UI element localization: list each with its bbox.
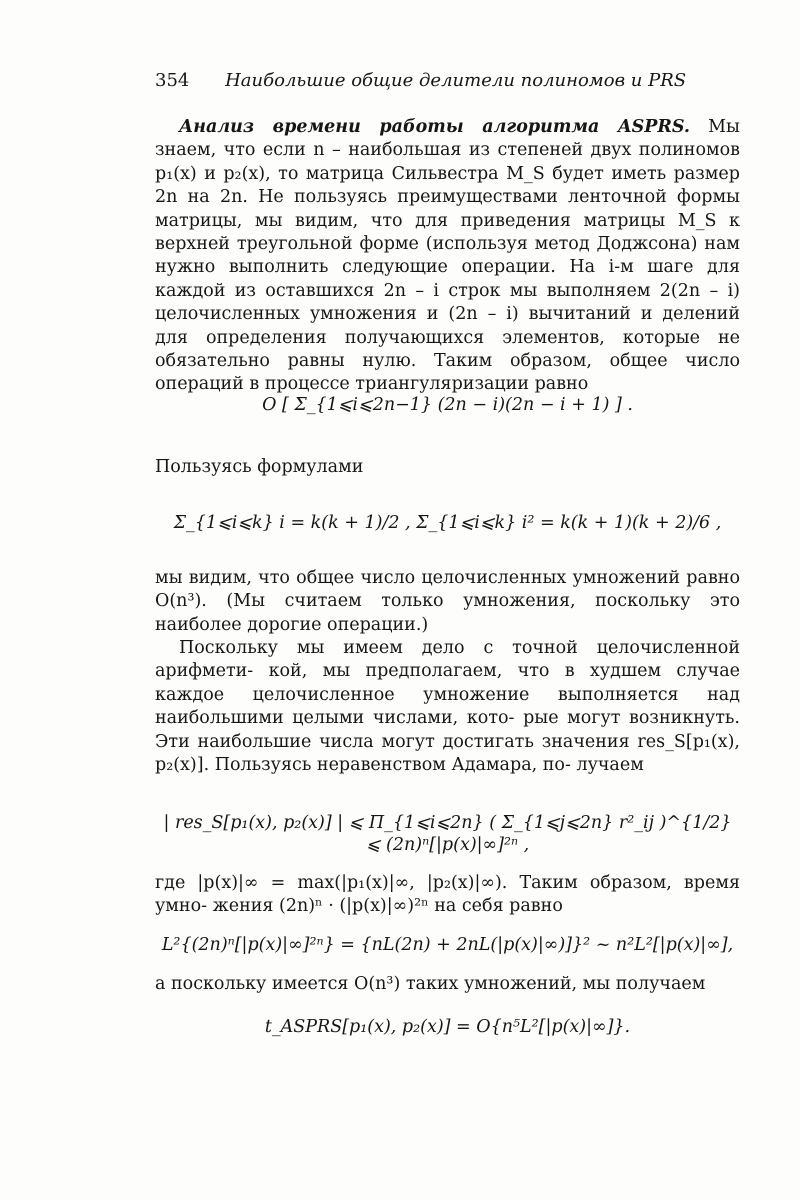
- paragraph-line: дорогие операции.): [247, 614, 429, 635]
- paragraph-using-formulas: Пользуясь формулами: [155, 457, 364, 477]
- paragraph-line: пользуясь преимуществами ленточной формы матрицы, мы видим,: [155, 187, 740, 231]
- paragraph-line: кой, мы предполагаем, что в худшем случае каждое целочисленное: [155, 661, 740, 705]
- paragraph-line: O(n³). (Мы считаем только умножения, поскольку это наиболее: [155, 591, 740, 635]
- formula-summation-identities: Σ_{1⩽i⩽k} i = k(k + 1)/2 , Σ_{1⩽i⩽k} i² = k(k + 1)(k + 2)/6 ,: [173, 513, 722, 533]
- paragraph-line: жения (2n)ⁿ · (|p(x)|∞)²ⁿ на себя равно: [212, 896, 563, 917]
- paragraph-line: значения res_S[p₁(x), p₂(x)]. Пользуясь неравенством Адамара, по-: [155, 731, 740, 776]
- paragraph-line: умножение выполняется над наибольшими целыми числами, кото-: [155, 684, 740, 729]
- page-number: 354: [155, 70, 190, 91]
- paragraph-exact-arithmetic: [155, 637, 740, 777]
- running-title: Наибольшие общие делители полиномов и PRS: [225, 70, 687, 91]
- paragraph-multiplication-time: [155, 872, 740, 919]
- paragraph-line: Поскольку мы имеем дело с точной целочисленной арифмети-: [155, 638, 740, 682]
- paragraph-line: операции. На i-м шаге для каждой из оставшихся 2n – i строк мы: [155, 257, 740, 301]
- paragraph-line: мы видим, что общее число целочисленных умножений равно: [155, 568, 740, 588]
- formula-operations-sum: O [ Σ_{1⩽i⩽2n−1} (2n − i)(2n − i + 1) ] .: [262, 395, 633, 415]
- paragraph-conclusion: а поскольку имеется O(n³) таких умножений, мы получаем: [155, 974, 706, 994]
- paragraph-line: Мы знаем, что: [155, 117, 740, 161]
- paragraph-line: где |p(x)|∞ = max(|p₁(x)|∞, |p₂(x)|∞). Таким образом, время умно-: [155, 873, 740, 917]
- paragraph-line: лучаем: [576, 755, 644, 776]
- paragraph-line: если n – наибольшая из степеней двух полиномов p₁(x) и p₂(x),: [155, 140, 740, 184]
- paragraph-line: (используя метод Доджсона) нам нужно выполнить следующие: [155, 234, 740, 278]
- paragraph-line: в процессе триангуляризации равно: [249, 374, 589, 395]
- page-header: [155, 68, 755, 94]
- paragraph-multiplications: [155, 567, 740, 637]
- paragraph-line: что для приведения матрицы M_S к верхней треугольной форме: [155, 210, 740, 255]
- paragraph-line: то матрица Сильвестра M_S будет иметь размер 2n на 2n. Не: [155, 163, 740, 208]
- formula-length-estimate: L²{(2n)ⁿ[|p(x)|∞]²ⁿ} = {nL(2n) + 2nL(|p(x)|∞)]}² ~ n²L²[|p(x)|∞],: [161, 935, 734, 955]
- paragraph-line: и делений для определения получающихся элементов, которые не: [155, 304, 740, 348]
- paragraph-analysis: [155, 116, 740, 397]
- paragraph-line: обязательно равны нулю. Таким образом, общее число операций: [155, 351, 740, 395]
- formula-asprs-time: t_ASPRS[p₁(x), p₂(x)] = O{n⁵L²[|p(x)|∞]}.: [264, 1017, 631, 1037]
- formula-hadamard-bound: | res_S[p₁(x), p₂(x)] | ⩽ Π_{1⩽i⩽2n} ( Σ_{1⩽j⩽2n} r²_ij )^{1/2} ⩽ (2n)ⁿ[|p(x)|∞]²ⁿ ,: [163, 813, 732, 855]
- paragraph-line: выполняем 2(2n – i) целочисленных умножения и (2n – i) вычитаний: [155, 280, 740, 325]
- paragraph-line: рые могут возникнуть. Эти наибольшие числа могут достигать: [155, 708, 740, 752]
- paragraph-lead: Анализ времени работы алгоритма ASPRS.: [179, 117, 691, 137]
